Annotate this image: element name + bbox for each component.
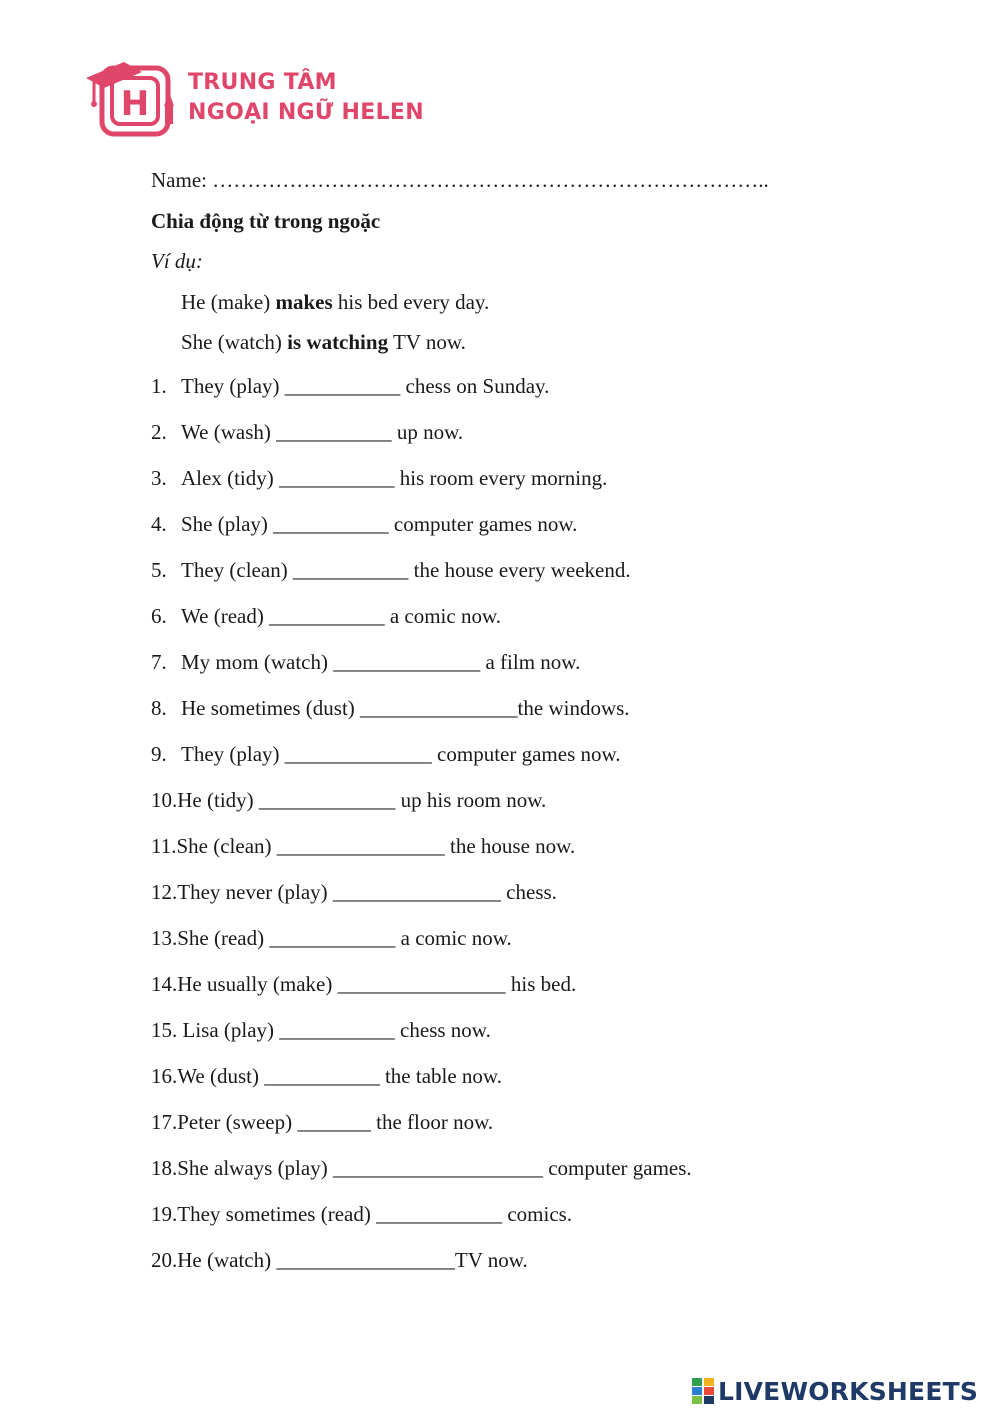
question-number: 11.	[151, 833, 177, 858]
question-text: Alex (tidy) ___________ his room every morning.	[181, 465, 608, 490]
question-19[interactable]	[151, 1191, 911, 1237]
question-number: 5.	[151, 557, 167, 582]
question-number: 14.	[151, 971, 178, 996]
helen-logo	[84, 44, 424, 144]
helen-logo-mark-icon	[84, 44, 176, 140]
question-text: They never (play) ________________ chess.	[177, 879, 557, 904]
question-13[interactable]	[151, 915, 911, 961]
question-text: They (play) ___________ chess on Sunday.	[181, 373, 550, 398]
question-number: 10.	[151, 787, 178, 812]
question-number: 16.	[151, 1063, 178, 1088]
question-text: They (clean) ___________ the house every weekend.	[181, 557, 631, 582]
question-4[interactable]	[151, 501, 911, 547]
question-text: We (read) ___________ a comic now.	[181, 603, 502, 628]
question-text: My mom (watch) ______________ a film now.	[181, 649, 581, 674]
question-7[interactable]	[151, 639, 911, 685]
question-18[interactable]	[151, 1145, 911, 1191]
question-number: 13.	[151, 925, 178, 950]
question-text: They (play) ______________ computer games now.	[181, 741, 621, 766]
question-text: We (dust) ___________ the table now.	[177, 1063, 502, 1088]
logo-text	[188, 68, 424, 128]
liveworksheets-logo-icon	[692, 1378, 714, 1404]
question-number: 17.	[151, 1109, 178, 1134]
question-text: He sometimes (dust) _______________the windows.	[181, 695, 630, 720]
question-6[interactable]	[151, 593, 911, 639]
question-2[interactable]	[151, 409, 911, 455]
question-text: They sometimes (read) ____________ comics.	[177, 1201, 573, 1226]
question-number: 1.	[151, 373, 167, 398]
example-2-answer: is watching	[287, 330, 389, 354]
logo-line-1: TRUNG TÂM	[188, 70, 337, 95]
question-text: He (watch) _________________TV now.	[177, 1247, 528, 1272]
question-1[interactable]	[151, 363, 911, 409]
question-number: 6.	[151, 603, 167, 628]
question-number: 4.	[151, 511, 167, 536]
question-text: We (wash) ___________ up now.	[181, 419, 464, 444]
example-1	[151, 282, 911, 323]
question-number: 2.	[151, 419, 167, 444]
logo-line-2: NGOẠI NGỮ HELEN	[188, 100, 424, 125]
worksheet-content	[151, 160, 911, 1283]
question-3[interactable]	[151, 455, 911, 501]
liveworksheets-watermark[interactable]	[692, 1374, 978, 1408]
question-20[interactable]	[151, 1237, 911, 1283]
instruction-heading: Chia động từ trong ngoặc	[151, 208, 381, 233]
question-text: She (clean) ________________ the house now.	[176, 833, 576, 858]
question-number: 15.	[151, 1017, 178, 1042]
question-9[interactable]	[151, 731, 911, 777]
question-number: 8.	[151, 695, 167, 720]
example-2-after: TV now.	[388, 330, 466, 354]
question-number: 20.	[151, 1247, 178, 1272]
example-label: Ví dụ:	[151, 249, 203, 273]
question-14[interactable]	[151, 961, 911, 1007]
question-text: He usually (make) ________________ his bed.	[177, 971, 577, 996]
question-number: 18.	[151, 1155, 178, 1180]
question-number: 19.	[151, 1201, 178, 1226]
question-text: She (play) ___________ computer games now.	[181, 511, 578, 536]
question-text: She (read) ____________ a comic now.	[177, 925, 512, 950]
question-16[interactable]	[151, 1053, 911, 1099]
example-1-after: his bed every day.	[332, 289, 490, 314]
question-15[interactable]	[151, 1007, 911, 1053]
question-number: 9.	[151, 741, 167, 766]
example-2	[151, 322, 911, 363]
example-1-before: He (make)	[181, 289, 276, 314]
logo-mark-letter: H	[120, 84, 150, 124]
question-17[interactable]	[151, 1099, 911, 1145]
question-number: 7.	[151, 649, 167, 674]
question-11[interactable]	[151, 823, 911, 869]
question-text: Peter (sweep) _______ the floor now.	[177, 1109, 494, 1134]
question-number: 12.	[151, 879, 178, 904]
name-line[interactable]: Name: ……………………………………………………………………..	[151, 168, 769, 192]
question-text: Lisa (play) ___________ chess now.	[177, 1017, 491, 1042]
question-10[interactable]	[151, 777, 911, 823]
question-8[interactable]	[151, 685, 911, 731]
question-text: She always (play) ____________________ computer games.	[177, 1155, 692, 1180]
question-text: He (tidy) _____________ up his room now.	[177, 787, 547, 812]
watermark-text: LIVEWORKSHEETS	[718, 1376, 979, 1406]
question-number: 3.	[151, 465, 167, 490]
question-12[interactable]	[151, 869, 911, 915]
example-2-before: She (watch)	[181, 330, 288, 354]
example-1-answer: makes	[275, 289, 333, 314]
question-list	[151, 363, 911, 1283]
question-5[interactable]	[151, 547, 911, 593]
